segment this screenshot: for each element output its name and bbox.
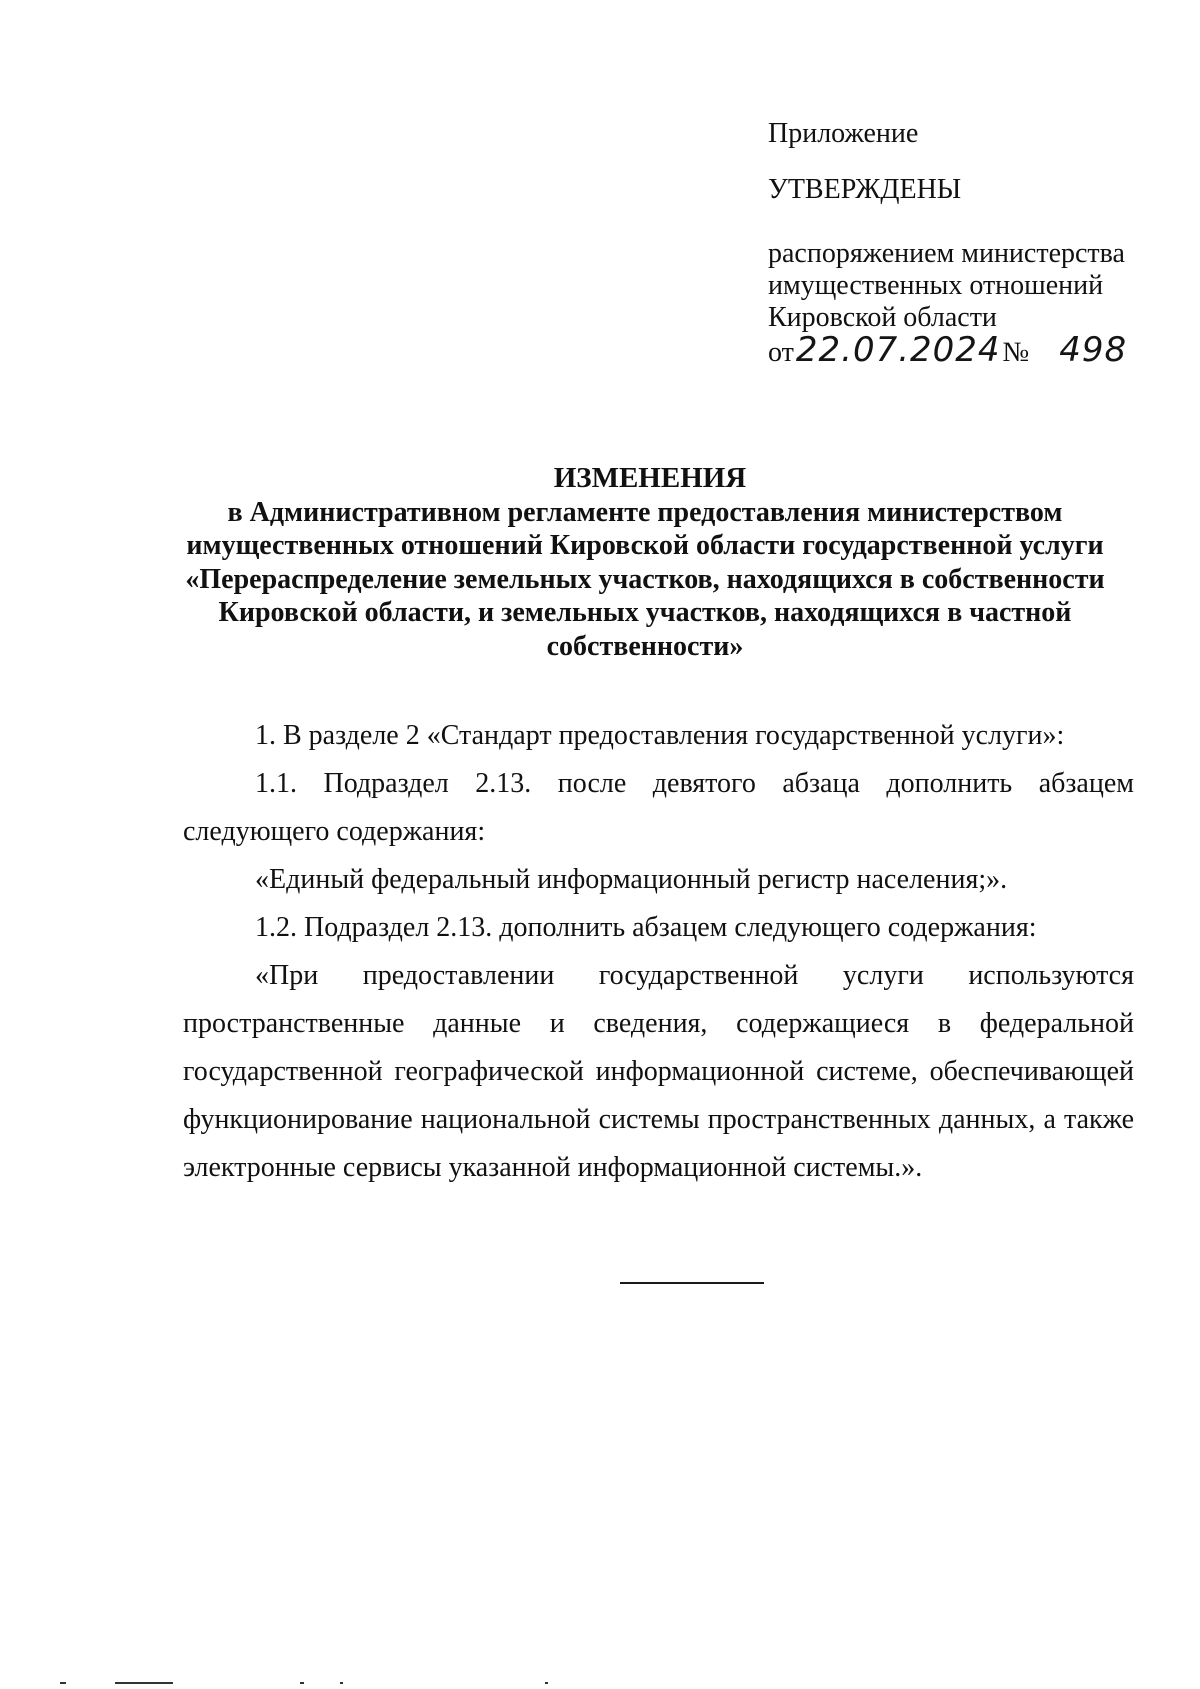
number-sign: № — [1002, 337, 1030, 368]
approved-label: УТВЕРЖДЕНЫ — [768, 174, 962, 205]
handwritten-date: 22.07.2024 — [795, 330, 1001, 370]
order-date-number-line — [768, 330, 1168, 370]
approved-by-line-2: имущественных отношений — [768, 270, 1104, 301]
paragraph-quote-registry: «Единый федеральный информационный регистр населения;». — [255, 864, 1008, 895]
paragraph-quote-spatial-data: «При предоставлении государственной услуги используются пространственные данные и сведения, содержащиеся в федеральной государственной географической информационной системе, обеспечивающей функционирование национальной системы пространственных данных, а также электронные сервисы указанной информационной системы.». — [183, 960, 1134, 1183]
document-heading: ИЗМЕНЕНИЯ — [553, 462, 747, 494]
scan-edge-artifacts — [0, 1680, 1200, 1686]
approved-by-line-3: Кировской области — [768, 302, 997, 333]
date-prefix: от — [768, 337, 794, 368]
document-body — [183, 712, 1134, 1192]
handwritten-order-number: 498 — [1059, 330, 1128, 370]
paragraph-1-1: 1.1. Подраздел 2.13. после девятого абзаца дополнить абзацем следующего содержания: — [183, 768, 1134, 847]
approved-by-line-1: распоряжением министерства — [768, 238, 1125, 269]
paragraph-1-2: 1.2. Подраздел 2.13. дополнить абзацем следующего содержания: — [255, 912, 1037, 943]
appendix-label: Приложение — [768, 118, 919, 149]
end-divider — [620, 1282, 764, 1284]
paragraph-section-2: 1. В разделе 2 «Стандарт предоставления государственной услуги»: — [255, 720, 1065, 751]
document-subtitle: в Административном регламенте предоставления министерством имущественных отношений Кировской области государственной услуги «Перераспределение земельных участков, находящихся в собственности Кировской области, и земельных участков, находящихся в частной собственности» — [185, 496, 1105, 662]
approval-block — [768, 118, 1168, 369]
document-title-block — [150, 462, 1140, 663]
